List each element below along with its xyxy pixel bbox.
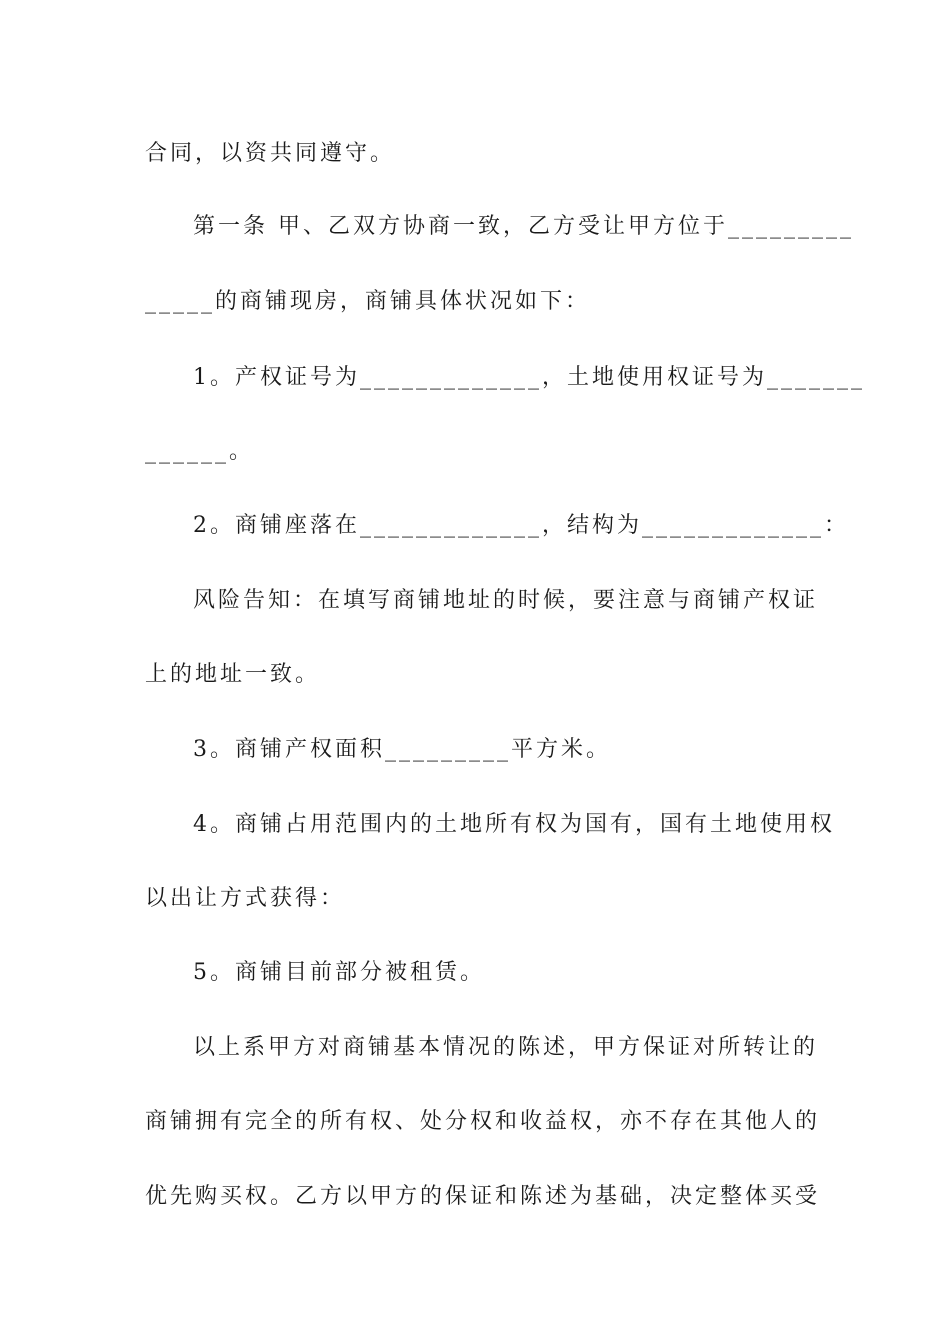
list-item-1: 1。产权证号为_____________，土地使用权证号为_______ bbox=[193, 365, 865, 390]
text-line: 合同，以资共同遵守。 bbox=[145, 141, 396, 166]
article-one-heading: 第一条 甲、乙双方协商一致，乙方受让甲方位于_________ bbox=[193, 214, 854, 239]
list-item-4: 4。商铺占用范围内的土地所有权为国有，国有土地使用权 bbox=[193, 812, 835, 837]
text-line: _____的商铺现房，商铺具体状况如下： bbox=[145, 289, 591, 314]
text-line: 优先购买权。乙方以甲方的保证和陈述为基础，决定整体买受 bbox=[145, 1184, 821, 1209]
warranty-paragraph: 以上系甲方对商铺基本情况的陈述，甲方保证对所转让的 bbox=[193, 1035, 819, 1060]
text-line: ______。 bbox=[145, 439, 255, 464]
risk-notice: 风险告知：在填写商铺地址的时候，要注意与商铺产权证 bbox=[193, 588, 819, 613]
text-line: 商铺拥有完全的所有权、处分权和收益权，亦不存在其他人的 bbox=[145, 1109, 821, 1134]
list-item-3: 3。商铺产权面积_________平方米。 bbox=[193, 737, 611, 762]
text-line: 以出让方式获得： bbox=[145, 886, 346, 911]
list-item-5: 5。商铺目前部分被租赁。 bbox=[193, 960, 485, 985]
list-item-2: 2。商铺座落在_____________，结构为_____________： bbox=[193, 513, 849, 538]
text-line: 上的地址一致。 bbox=[145, 662, 321, 687]
